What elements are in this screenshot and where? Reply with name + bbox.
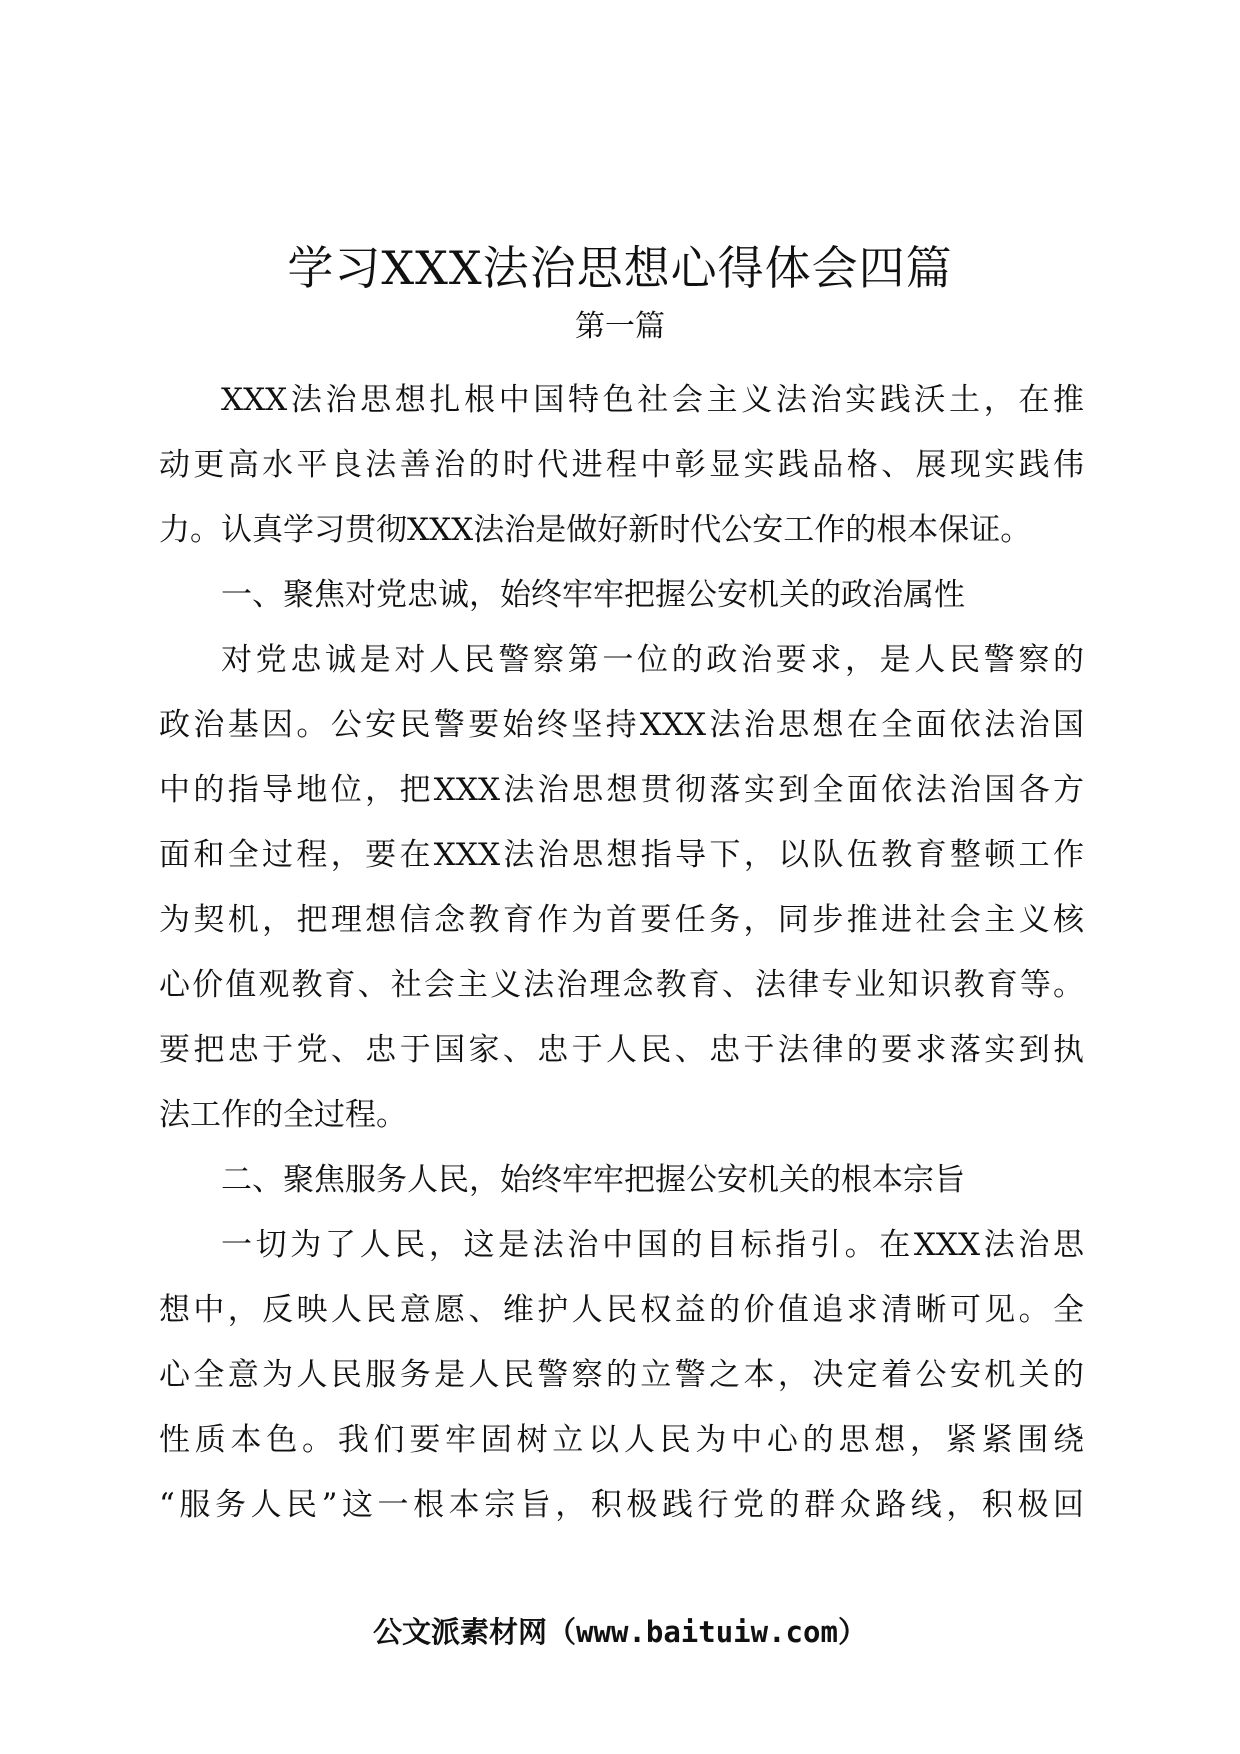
text-line: 力。认真学习贯彻XXX法治是做好新时代公安工作的根本保证。 xyxy=(159,512,1032,548)
text-line: 一、聚焦对党忠诚，始终牢牢把握公安机关的政治属性 xyxy=(221,577,965,613)
text-line: 中的指导地位，把XXX法治思想贯彻落实到全面依法治国各方 xyxy=(159,772,1084,808)
body-paragraph xyxy=(159,1213,1084,1538)
text-line: 心全意为人民服务是人民警察的立警之本，决定着公安机关的 xyxy=(159,1357,1084,1393)
text-line: XXX法治思想扎根中国特色社会主义法治实践沃土，在推 xyxy=(221,382,1084,418)
body-paragraph xyxy=(159,628,1084,1148)
text-line: “服务人民”这一根本宗旨，积极践行党的群众路线，积极回 xyxy=(159,1487,1084,1523)
page-footer xyxy=(0,1612,1240,1652)
document-subtitle: 第一篇 xyxy=(575,309,665,344)
text-line: 要把忠于党、忠于国家、忠于人民、忠于法律的要求落实到执 xyxy=(159,1032,1084,1068)
document-title: 学习XXX法治思想心得体会四篇 xyxy=(287,241,953,295)
section-heading xyxy=(159,1148,1084,1213)
body-paragraph xyxy=(159,368,1084,563)
text-line: 心价值观教育、社会主义法治理念教育、法律专业知识教育等。 xyxy=(159,967,1084,1003)
section-heading xyxy=(159,563,1084,628)
text-line: 一切为了人民，这是法治中国的目标指引。在XXX法治思 xyxy=(221,1227,1084,1263)
text-line: 对党忠诚是对人民警察第一位的政治要求，是人民警察的 xyxy=(221,642,1084,678)
text-line: 想中，反映人民意愿、维护人民权益的价值追求清晰可见。全 xyxy=(159,1292,1084,1328)
text-line: 为契机，把理想信念教育作为首要任务，同步推进社会主义核 xyxy=(159,902,1084,938)
text-line: 法工作的全过程。 xyxy=(159,1097,407,1133)
text-line: 性质本色。我们要牢固树立以人民为中心的思想，紧紧围绕 xyxy=(159,1422,1084,1458)
footer-url[interactable]: （www.baituiw.com） xyxy=(547,1615,867,1649)
text-line: 政治基因。公安民警要始终坚持XXX法治思想在全面依法治国 xyxy=(159,707,1084,743)
text-line: 面和全过程，要在XXX法治思想指导下，以队伍教育整顿工作 xyxy=(159,837,1084,873)
text-line: 动更高水平良法善治的时代进程中彰显实践品格、展现实践伟 xyxy=(159,447,1084,483)
footer-site-name: 公文派素材网 xyxy=(373,1615,548,1649)
document-body xyxy=(159,368,1084,1538)
text-line: 二、聚焦服务人民，始终牢牢把握公安机关的根本宗旨 xyxy=(221,1162,965,1198)
